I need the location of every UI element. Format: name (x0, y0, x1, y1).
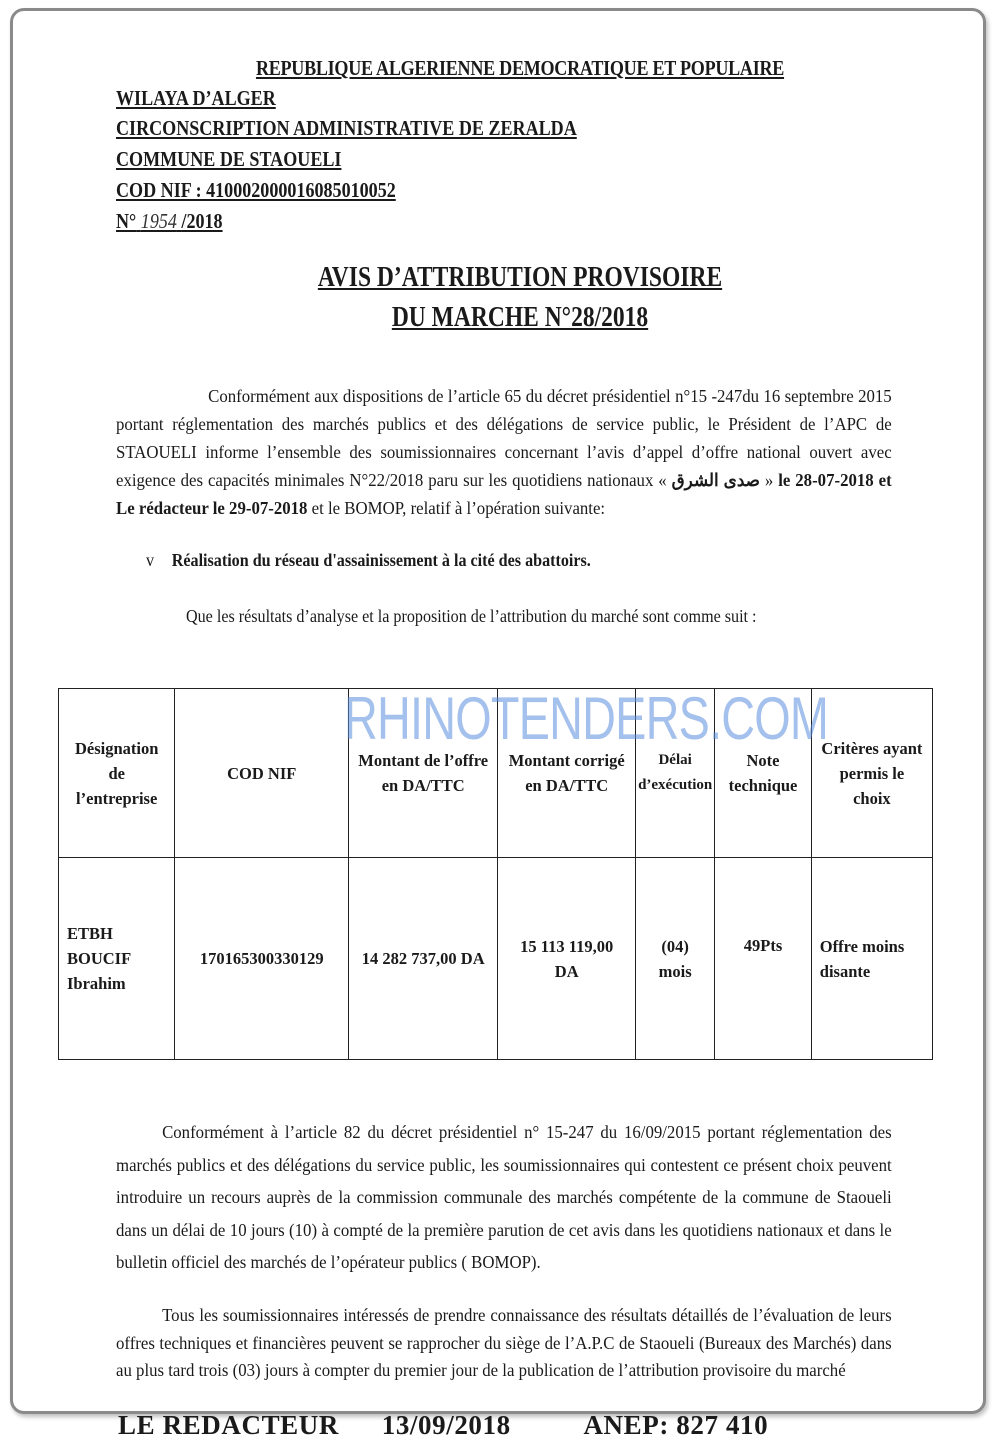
results-intro: Que les résultats d’analyse et la proposition de l’attribution du marché sont comme suit : (186, 606, 757, 626)
reference-suffix: /2018 (181, 209, 223, 233)
notice-title-line1: AVIS D’ATTRIBUTION PROVISOIRE (317, 262, 723, 293)
footer-redacteur: LE REDACTEUR (118, 1410, 339, 1440)
intro-text-middle: » (759, 470, 779, 490)
cell-montant-corrige: 15 113 119,00 DA (498, 858, 636, 1060)
operation-item (146, 550, 591, 571)
header-cod-nif: COD NIF (175, 689, 349, 858)
header-criteres: Critères ayant permis le choix (811, 689, 932, 858)
bullet-marker: v (146, 550, 155, 570)
consultation-text: Tous les soumissionnaires intéressés de prendre connaissance des résultats détaillés de l’évaluation de leurs offres techniques et financières peuvent se rapprocher du siège de l’A.P.C de Staoueli (Bureaux des Marchés) dans au plus tard trois (03) jours à compter du premier jour de la publication de l’attribution provisoire du marché (116, 1305, 892, 1380)
header-montant-corrige: Montant corrigé en DA/TTC (498, 689, 636, 858)
cell-criteres: Offre moins disante (811, 858, 932, 1060)
cod-nif-line: COD NIF : 410002000016085010052 (116, 178, 396, 202)
reference-number (116, 209, 223, 234)
header-montant-offre: Montant de l’offre en DA/TTC (349, 689, 498, 858)
cell-entreprise: ETBH BOUCIF Ibrahim (59, 858, 175, 1060)
consultation-paragraph (116, 1302, 892, 1385)
recours-paragraph (116, 1116, 892, 1279)
republic-heading: REPUBLIQUE ALGERIENNE DEMOCRATIQUE ET POPULAIRE (255, 56, 785, 80)
footer-date: 13/09/2018 (381, 1410, 511, 1440)
intro-text-before: Conformément aux dispositions de l’article 65 du décret présidentiel n°15 -247du 16 septembre 2015 portant réglementation des marchés publics et des délégations de service public, le Président de l’APC de STAOUELI informe l’ensemble des soumissionnaires concernant l’avis d’appel d’offre national ouvert avec exigence des capacités minimales N°22/2018 paru sur les quotidiens nationaux « (116, 386, 892, 490)
header-note: Note technique (715, 689, 812, 858)
footer-line (118, 1410, 768, 1441)
table-row (59, 858, 933, 1060)
recours-text: Conformément à l’article 82 du décret présidentiel n° 15-247 du 16/09/2015 portant réglementation des marchés publics et des délégations du service public, les soumissionnaires qui contestent ce présent choix peuvent introduire un recours auprès de la commission communale des marchés compétente de la commune de Staoueli dans un délai de 10 jours (10) à compté de la première parution de cet avis dans les quotidiens nationaux et dans le bulletin officiel des marchés de l’opérateur publics ( BOMOP). (116, 1122, 892, 1272)
intro-text-after: et le BOMOP, relatif à l’opération suivante: (307, 498, 606, 518)
reference-prefix: N° (116, 209, 137, 233)
cell-note: 49Pts (715, 858, 812, 1060)
header-delai: Délai d’exécution (636, 689, 715, 858)
circonscription-line: CIRCONSCRIPTION ADMINISTRATIVE DE ZERALDA (116, 116, 577, 140)
reference-value: 1954 (140, 209, 177, 233)
header-entreprise: Désignation de l’entreprise (59, 689, 175, 858)
footer-anep: ANEP: 827 410 (583, 1410, 769, 1440)
cell-cod-nif: 170165300330129 (175, 858, 349, 1060)
commune-line: COMMUNE DE STAOUELI (116, 147, 342, 171)
intro-paragraph (116, 382, 892, 522)
publication-dates: le 28-07-2018 et Le rédacteur le 29-07-2018 (116, 470, 892, 518)
results-table (58, 688, 933, 1060)
notice-title-line2: DU MARCHE N°28/2018 (391, 302, 649, 333)
wilaya-line: WILAYA D’ALGER (116, 86, 276, 110)
cell-montant-offre: 14 282 737,00 DA (349, 858, 498, 1060)
arabic-newspaper-name: صدى الشرق (671, 470, 760, 490)
watermark-text: RHINOTENDERS.COM (344, 685, 829, 752)
cell-delai: (04) mois (636, 858, 715, 1060)
table-header-row (59, 689, 933, 858)
operation-label: Réalisation du réseau d'assainissement à la cité des abattoirs. (171, 550, 591, 570)
